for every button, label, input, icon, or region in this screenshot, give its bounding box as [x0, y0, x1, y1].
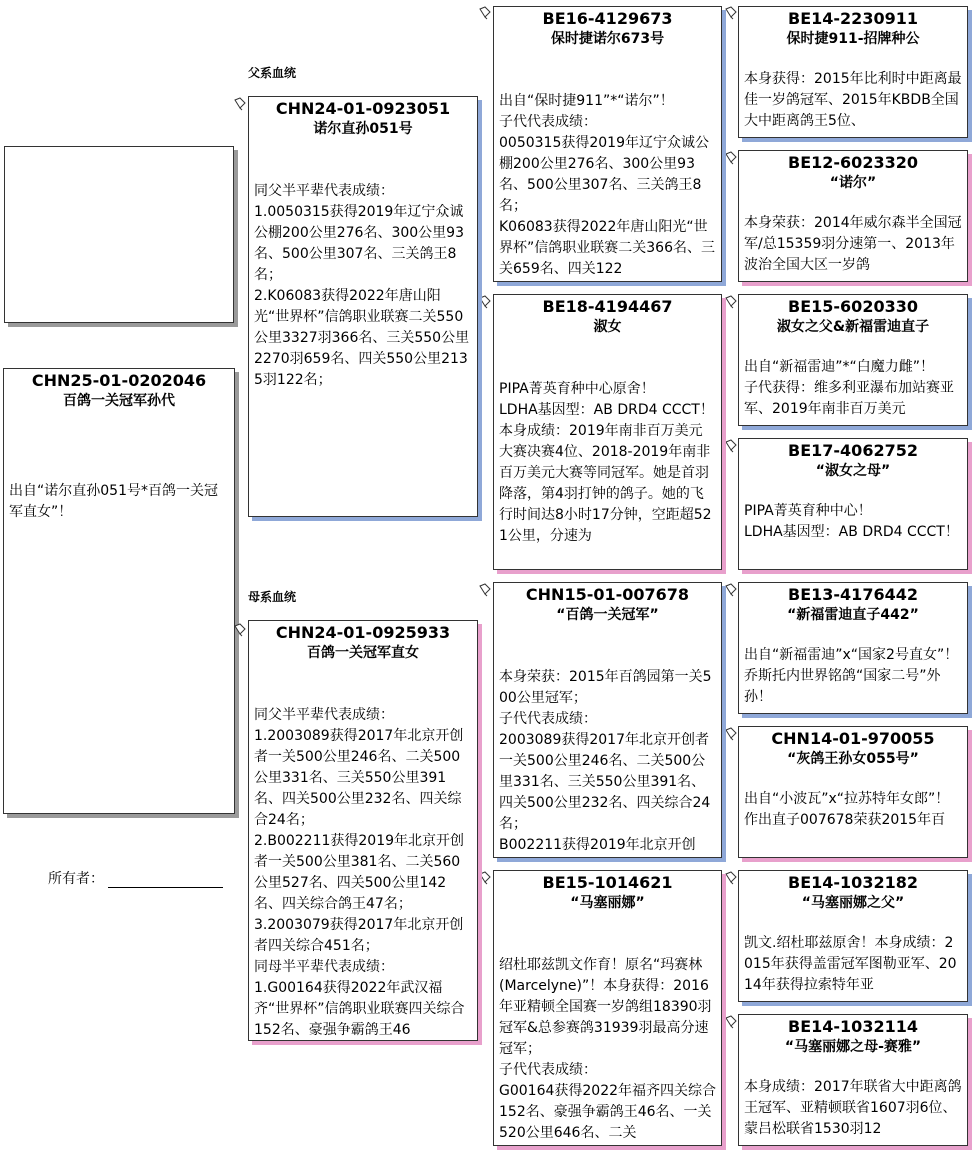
dss-description: 出自“新福雷迪”x“国家2号直女”！乔斯托内世界铭鸽“国家二号”外孙！: [744, 647, 959, 705]
sire-name: 诺尔直孙051号: [313, 121, 413, 137]
dam-sire-description: 本身荣获：2015年百鸽园第一关500公里冠军； 子代代表成绩： 2003089获得2017年北京开创者一关500公里246名、二关500公里331名、三关550公里391名、四关500公里232名、四关综合24名； B002211获得2019年北京开创: [499, 669, 712, 853]
maternal-label: 母系血统: [248, 590, 297, 604]
dam-dam-name: “马塞丽娜”: [570, 895, 645, 911]
sire-dam-description: PIPA菁英育种中心原舍！ LDHA基因型：AB DRD4 CCCT！ 本身成绩：2019年南非百万美元大赛决赛4位、2018-2019年南非百万美元大赛等同冠军。她是首羽降落，第4羽打钟的鸽子。她的飞行时间达8小时17分钟，空距超521公里，分速为: [499, 381, 714, 544]
sdd-card: [738, 438, 968, 570]
subject-name: 百鸽一关冠军孙代: [63, 393, 175, 409]
owner-label: 所有者：: [48, 871, 104, 887]
collapse-icon[interactable]: [724, 1015, 738, 1029]
owner-field: [48, 868, 223, 888]
ssd-ring-number: BE12-6023320: [788, 153, 918, 172]
paternal-label: 父系血统: [248, 66, 297, 80]
collapse-icon[interactable]: [724, 583, 738, 597]
dss-card: [738, 582, 968, 714]
dsd-ring-number: CHN14-01-970055: [771, 729, 935, 748]
ddd-ring-number: BE14-1032114: [788, 1017, 918, 1036]
collapse-icon[interactable]: [478, 6, 492, 20]
sss-description: 本身获得：2015年比利时中距离最佳一岁鸽冠军、2015年KBDB全国大中距离鸽王5位、: [744, 71, 962, 129]
sds-card: [738, 294, 968, 426]
dam-card: [248, 620, 478, 1041]
dds-description: 凯文.绍杜耶兹原舍！本身成绩：2015年获得盖雷冠军图勒亚军、2014年获得拉索特年亚: [744, 935, 957, 993]
sds-ring-number: BE15-6020330: [788, 297, 918, 316]
collapse-icon[interactable]: [478, 871, 492, 885]
collapse-icon[interactable]: [724, 151, 738, 165]
sds-name: 淑女之父&新福雷迪直子: [776, 319, 930, 335]
sire-card: [248, 96, 478, 517]
sire-sire-card: [493, 6, 722, 282]
collapse-icon[interactable]: [233, 623, 247, 637]
subject-ring-number: CHN25-01-0202046: [31, 371, 207, 390]
sire-sire-description: 出自“保时捷911”*“诺尔”！ 子代代表成绩： 0050315获得2019年辽宁众诚公棚200公里276名、300公里93名、500公里307名、三关鸽王8名； K06083获得2022年唐山阳光“世界杯”信鸽职业联赛二关366名、三关659名、四关122: [499, 93, 715, 277]
sire-description: 同父半平辈代表成绩： 1.0050315获得2019年辽宁众诚公棚200公里276名、300公里93名、500公里307名、三关鸽王8名； 2.K06083获得2022年唐山阳光“世界杯”信鸽职业联赛二关550公里3327羽366名、三关550公里2270羽659名、四关550公里2135羽122名；: [254, 183, 470, 388]
owner-signature-line[interactable]: [108, 871, 223, 888]
dam-sire-name: “百鸽一关冠军”: [556, 607, 659, 623]
photo-placeholder: [4, 146, 234, 323]
sire-ring-number: CHN24-01-0923051: [275, 99, 451, 118]
ssd-name: “诺尔”: [829, 175, 877, 191]
dds-name: “马塞丽娜之父”: [801, 895, 905, 911]
subject-description: 出自“诺尔直孙051号*百鸽一关冠军直女”！: [9, 483, 218, 520]
dsd-card: [738, 726, 968, 858]
collapse-icon[interactable]: [724, 295, 738, 309]
ssd-card: [738, 150, 968, 282]
ddd-card: [738, 1014, 968, 1146]
dds-card: [738, 870, 968, 1002]
ssd-description: 本身荣获：2014年威尔森半全国冠军/总15359羽分速第一、2013年波治全国大区一岁鸽: [744, 215, 962, 273]
dam-sire-ring-number: CHN15-01-007678: [525, 585, 690, 604]
dam-dam-description: 绍杜耶兹凯文作育！原名“玛赛林(Marcelyne)”！本身获得：2016年亚精顿全国赛一岁鸽组18390羽冠军&总参赛鸽31939羽最高分速冠军； 子代代表成绩： G00164获得2022年福齐四关综合152名、豪强争霸鸽王46名、一关520公里646名、二关: [499, 957, 717, 1141]
dsd-description: 出自“小波瓦”x“拉苏特年女郎”！ 作出直子007678荣获2015年百: [744, 791, 950, 828]
dds-ring-number: BE14-1032182: [788, 873, 918, 892]
dam-sire-card: [493, 582, 722, 858]
collapse-icon[interactable]: [724, 871, 738, 885]
sdd-name: “淑女之母”: [815, 463, 891, 479]
dss-ring-number: BE13-4176442: [788, 585, 918, 604]
sss-ring-number: BE14-2230911: [788, 9, 918, 28]
sire-dam-name: 淑女: [593, 319, 622, 335]
collapse-icon[interactable]: [724, 727, 738, 741]
collapse-icon[interactable]: [478, 295, 492, 309]
collapse-icon[interactable]: [724, 6, 738, 20]
ddd-description: 本身成绩：2017年联省大中距离鸽王冠军、亚精顿联省1607羽6位、蒙吕松联省1530羽12: [744, 1079, 962, 1137]
dss-name: “新福雷迪直子442”: [787, 607, 919, 623]
dam-description: 同父半平辈代表成绩： 1.2003089获得2017年北京开创者一关500公里246名、二关500公里331名、三关550公里391名、四关500公里232名、四关综合24名； 2.B002211获得2019年北京开创者一关500公里381名、二关560公里527名、四关500公里142名、四关综合鸽王47名； 3.2003079获得2017年北京开创者四关综合451名； 同母半平辈代表成绩： 1.G00164获得2022年武汉福齐“世界杯”信鸽职业联赛四关综合152名、豪强争霸鸽王46: [254, 707, 465, 1038]
dam-ring-number: CHN24-01-0925933: [275, 623, 451, 642]
sss-name: 保时捷911-招牌种公: [786, 31, 920, 47]
sdd-description: PIPA菁英育种中心！ LDHA基因型：AB DRD4 CCCT！: [744, 503, 959, 540]
sss-card: [738, 6, 968, 138]
sire-sire-ring-number: BE16-4129673: [542, 9, 673, 28]
dam-dam-card: [493, 870, 722, 1146]
sds-description: 出自“新福雷迪”*“白魔力雌”！ 子代获得：维多利亚瀑布加站赛亚军、2019年南非百万美元: [744, 359, 954, 417]
collapse-icon[interactable]: [724, 439, 738, 453]
dam-dam-ring-number: BE15-1014621: [542, 873, 673, 892]
ddd-name: “马塞丽娜之母-赛雅”: [784, 1039, 922, 1055]
dsd-name: “灰鸽王孙女055号”: [787, 751, 919, 767]
subject-card: [3, 368, 235, 814]
dam-name: 百鸽一关冠军直女: [307, 645, 419, 661]
sire-dam-ring-number: BE18-4194467: [542, 297, 673, 316]
collapse-icon[interactable]: [478, 583, 492, 597]
sire-dam-card: [493, 294, 722, 570]
sdd-ring-number: BE17-4062752: [788, 441, 918, 460]
collapse-icon[interactable]: [233, 97, 247, 111]
sire-sire-name: 保时捷诺尔673号: [550, 31, 665, 47]
